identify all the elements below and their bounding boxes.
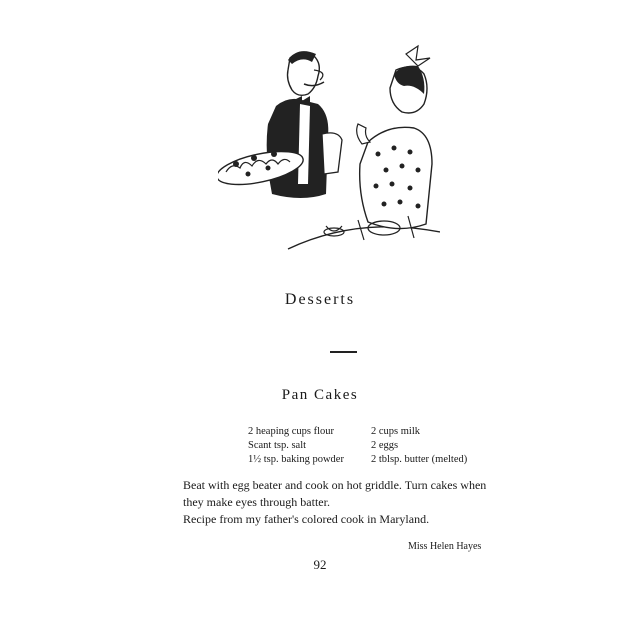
method-line: Recipe from my father's colored cook in Maryland.: [183, 512, 430, 526]
recipe-title: Pan Cakes: [281, 387, 359, 403]
ingredients-right-column: [371, 425, 467, 467]
waiter-serving-lady-cartoon-icon: [218, 44, 440, 250]
recipe-attribution: Miss Helen Hayes: [408, 541, 482, 552]
ingredients-left-column: [248, 425, 344, 467]
ingredient-item: 2 cups milk: [371, 426, 420, 437]
method-line: Beat with egg beater and cook on hot griddle. Turn cakes when: [183, 478, 487, 492]
ingredient-item: 2 heaping cups flour: [248, 426, 335, 437]
ingredient-item: 2 tblsp. butter (melted): [371, 454, 468, 465]
ingredient-item: Scant tsp. salt: [248, 440, 307, 451]
method-line: they make eyes through batter.: [183, 495, 330, 509]
page-number: 92: [313, 557, 327, 572]
recipe-method: [183, 477, 513, 528]
ingredient-item: 1½ tsp. baking powder: [248, 454, 344, 465]
divider: [330, 351, 357, 353]
ingredient-item: 2 eggs: [371, 440, 399, 451]
section-title: Desserts: [284, 291, 356, 308]
